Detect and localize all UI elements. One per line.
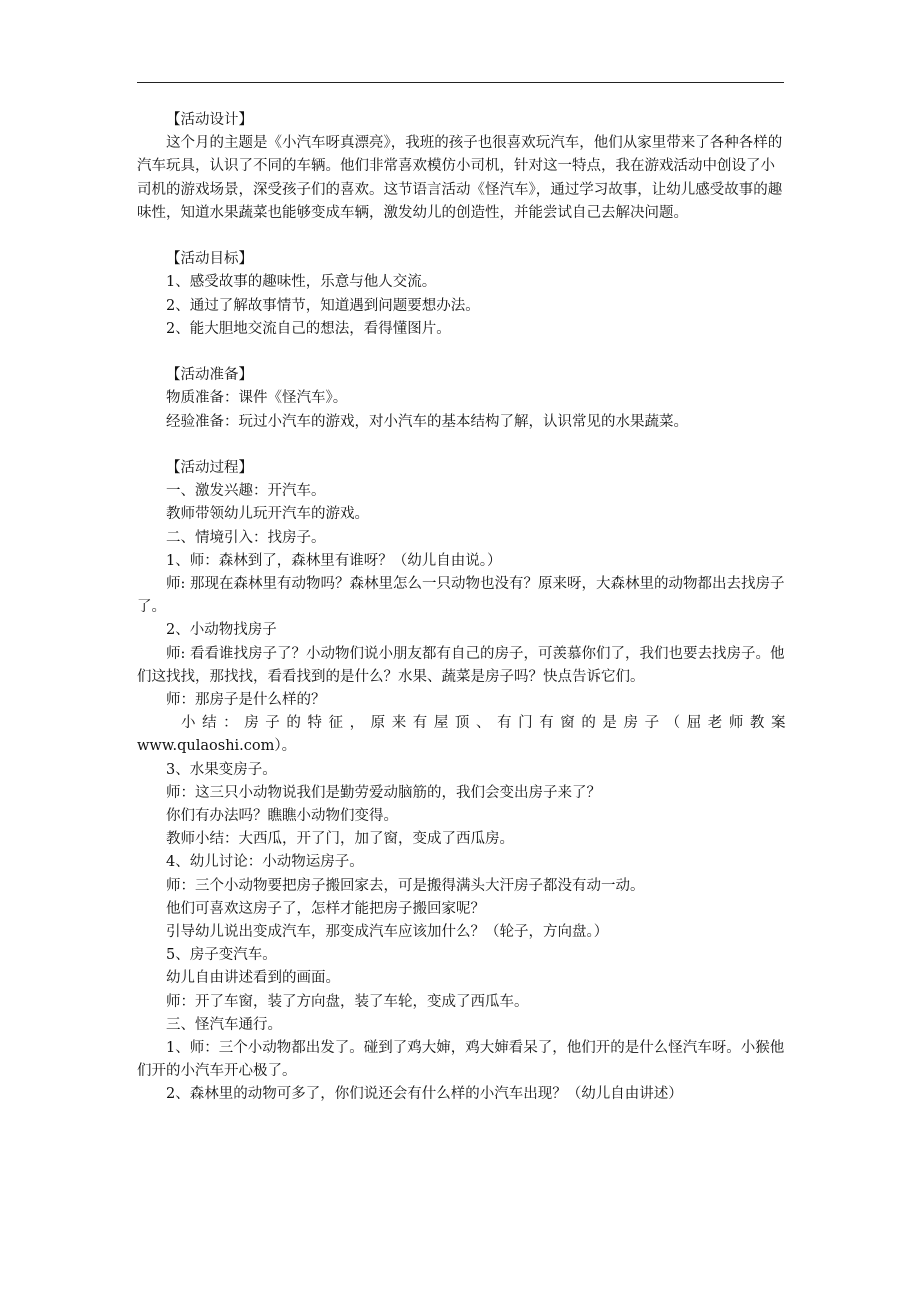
process-line: 二、情境引入：找房子。	[166, 529, 326, 546]
process-line: 三、怪汽车通行。	[166, 1016, 282, 1033]
goal-item: 2、通过了解故事情节，知道遇到问题要想办法。	[166, 297, 480, 314]
process-line: 3、水果变房子。	[166, 761, 277, 778]
process-line: 教师带领幼儿玩开汽车的游戏。	[166, 506, 369, 523]
spacer	[137, 341, 787, 364]
spacer	[137, 225, 787, 248]
process-line: 师: 看看谁找房子了？小动物们说小朋友都有自己的房子，可羡慕你们了，我们也要去找房子。他们这找找，那找找，看看找到的是什么？水果、蔬菜是房子吗？快点告诉它们。	[137, 645, 785, 685]
document-body	[137, 109, 787, 1107]
process-line: 师：开了车窗，装了方向盘，装了车轮，变成了西瓜车。	[166, 993, 529, 1010]
design-paragraph: 这个月的主题是《小汽车呀真漂亮》，我班的孩子也很喜欢玩汽车，他们从家里带来了各种各样的汽车玩具，认识了不同的车辆。他们非常喜欢模仿小司机，针对这一特点，我在游戏活动中创设了小司机的游戏场景，深受孩子们的喜欢。这节语言活动《怪汽车》，通过学习故事，让幼儿感受故事的趣味性，知道水果蔬菜也能够变成车辆，激发幼儿的创造性，并能尝试自己去解决问题。	[137, 135, 783, 221]
process-line: 师：这三只小动物说我们是勤劳爱动脑筋的，我们会变出房子来了？	[166, 784, 601, 801]
prep-item: 物质准备：课件《怪汽车》。	[166, 390, 348, 407]
section-heading-process: 【活动过程】	[166, 460, 253, 476]
spacer	[137, 434, 787, 457]
process-line: 2、小动物找房子	[166, 622, 277, 639]
section-heading-prep: 【活动准备】	[166, 367, 253, 384]
process-line: 他们可喜欢这房子了，怎样才能把房子搬回家呢？	[166, 900, 485, 917]
process-line: 师：三个小动物要把房子搬回家去，可是搬得满头大汗房子都没有动一动。	[166, 877, 645, 894]
header-rule	[137, 82, 784, 83]
process-line: 1、师：森林到了，森林里有谁呀？（幼儿自由说。）	[166, 552, 502, 569]
prep-item: 经验准备：玩过小汽车的游戏，对小汽车的基本结构了解，认识常见的水果蔬菜。	[166, 413, 688, 430]
process-line: 你们有办法吗？瞧瞧小动物们变得。	[166, 808, 398, 825]
section-heading-goals: 【活动目标】	[166, 251, 253, 268]
process-line: 幼儿自由讲述看到的画面。	[166, 970, 340, 987]
goal-item: 2、能大胆地交流自己的想法，看得懂图片。	[166, 320, 451, 337]
process-line: 一、激发兴趣：开汽车。	[166, 483, 326, 500]
section-heading-design: 【活动设计】	[166, 112, 253, 128]
goal-item: 1、感受故事的趣味性，乐意与他人交流。	[166, 274, 437, 291]
summary-line: 小结：房子的特征，原来有屋顶、有门有窗的是房子（屈老师教案	[181, 715, 787, 732]
process-line: 1、师：三个小动物都出发了。碰到了鸡大婶，鸡大婶看呆了，他们开的是什么怪汽车呀。小猴他们开的小汽车开心极了。	[137, 1040, 785, 1080]
process-line: 5、房子变汽车。	[166, 947, 277, 964]
process-line: 师: 那现在森林里有动物吗？森林里怎么一只动物也没有？原来呀，大森林里的动物都出去找房子了。	[137, 576, 785, 616]
process-line: 2、森林里的动物可多了，你们说还会有什么样的小汽车出现？（幼儿自由讲述）	[166, 1086, 683, 1103]
process-line: 师：那房子是什么样的？	[166, 692, 326, 709]
process-line: 4、幼儿讨论：小动物运房子。	[166, 854, 364, 871]
summary-line-url: www.qulaoshi.com）。	[137, 738, 297, 755]
process-line: 教师小结：大西瓜，开了门，加了窗，变成了西瓜房。	[166, 831, 514, 848]
process-line: 引导幼儿说出变成汽车，那变成汽车应该加什么？（轮子，方向盘。）	[166, 924, 609, 941]
